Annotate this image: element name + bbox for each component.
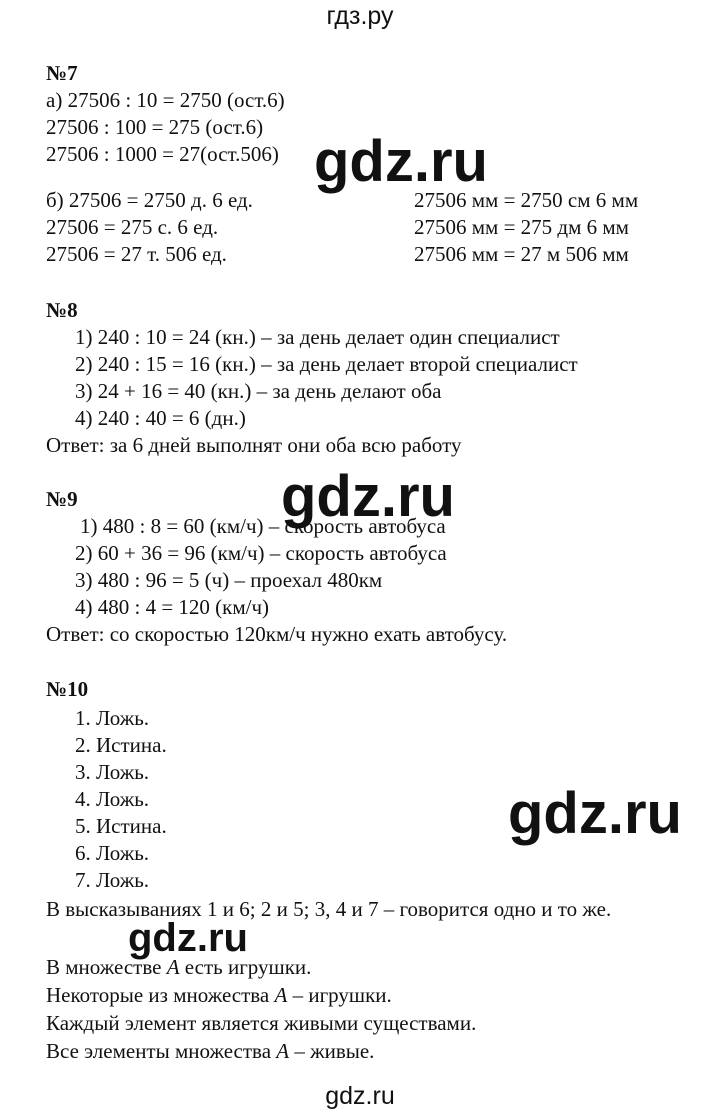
task8-step: 1) 240 : 10 = 24 (кн.) – за день делает один специалист <box>75 325 560 349</box>
watermark: gdz.ru <box>128 916 248 960</box>
task10-item: 7. Ложь. <box>75 868 150 892</box>
watermark: gdz.ru <box>314 129 488 194</box>
site-header: гдз.ру <box>326 2 394 30</box>
task10-item: 2. Истина. <box>75 733 167 757</box>
task10-statement: В множестве A есть игрушки. <box>46 955 312 979</box>
task8-step: 3) 24 + 16 = 40 (кн.) – за день делают оба <box>75 379 442 403</box>
task9-step: 1) 480 : 8 = 60 (км/ч) – скорость автобуса <box>80 514 446 538</box>
task10-statement: Каждый элемент является живыми существами. <box>46 1011 477 1035</box>
task10-item: 6. Ложь. <box>75 841 150 865</box>
task7-line: б) 27506 = 2750 д. 6 ед. <box>46 188 253 212</box>
task8-answer: Ответ: за 6 дней выполнят они оба всю работу <box>46 433 462 457</box>
task7-line: 27506 = 275 с. 6 ед. <box>46 215 219 239</box>
task7-line: 27506 : 100 = 275 (ост.6) <box>46 115 264 139</box>
task10-item: 4. Ложь. <box>75 787 150 811</box>
task9-title: №9 <box>46 487 78 511</box>
task10-conclusion: В высказываниях 1 и 6; 2 и 5; 3, 4 и 7 – говорится одно и то же. <box>46 897 612 921</box>
task8-step: 2) 240 : 15 = 16 (кн.) – за день делает второй специалист <box>75 352 578 376</box>
task7-line: а) 27506 : 10 = 2750 (ост.6) <box>46 88 285 112</box>
task10-item: 1. Ложь. <box>75 706 150 730</box>
task9-answer: Ответ: со скоростью 120км/ч нужно ехать автобусу. <box>46 622 508 646</box>
task7-line: 27506 мм = 2750 см 6 мм <box>414 188 639 212</box>
task8-title: №8 <box>46 298 78 322</box>
watermark: gdz.ru <box>508 781 682 846</box>
task10-statement: Все элементы множества A – живые. <box>46 1039 375 1063</box>
watermark: gdz.ru <box>281 464 455 529</box>
task7-title: №7 <box>46 61 78 85</box>
task10-title: №10 <box>46 677 89 701</box>
task10-item: 5. Истина. <box>75 814 167 838</box>
task9-step: 4) 480 : 4 = 120 (км/ч) <box>75 595 270 619</box>
task9-step: 3) 480 : 96 = 5 (ч) – проехал 480км <box>75 568 383 592</box>
task7-line: 27506 мм = 275 дм 6 мм <box>414 215 629 239</box>
task9-step: 2) 60 + 36 = 96 (км/ч) – скорость автобуса <box>75 541 447 565</box>
task7-line: 27506 = 27 т. 506 ед. <box>46 242 227 266</box>
task10-statement: Некоторые из множества A – игрушки. <box>46 983 392 1007</box>
task7-line: 27506 : 1000 = 27(ост.506) <box>46 142 279 166</box>
task7-line: 27506 мм = 27 м 506 мм <box>414 242 629 266</box>
task8-step: 4) 240 : 40 = 6 (дн.) <box>75 406 246 430</box>
task10-item: 3. Ложь. <box>75 760 150 784</box>
site-footer: gdz.ru <box>325 1082 395 1110</box>
